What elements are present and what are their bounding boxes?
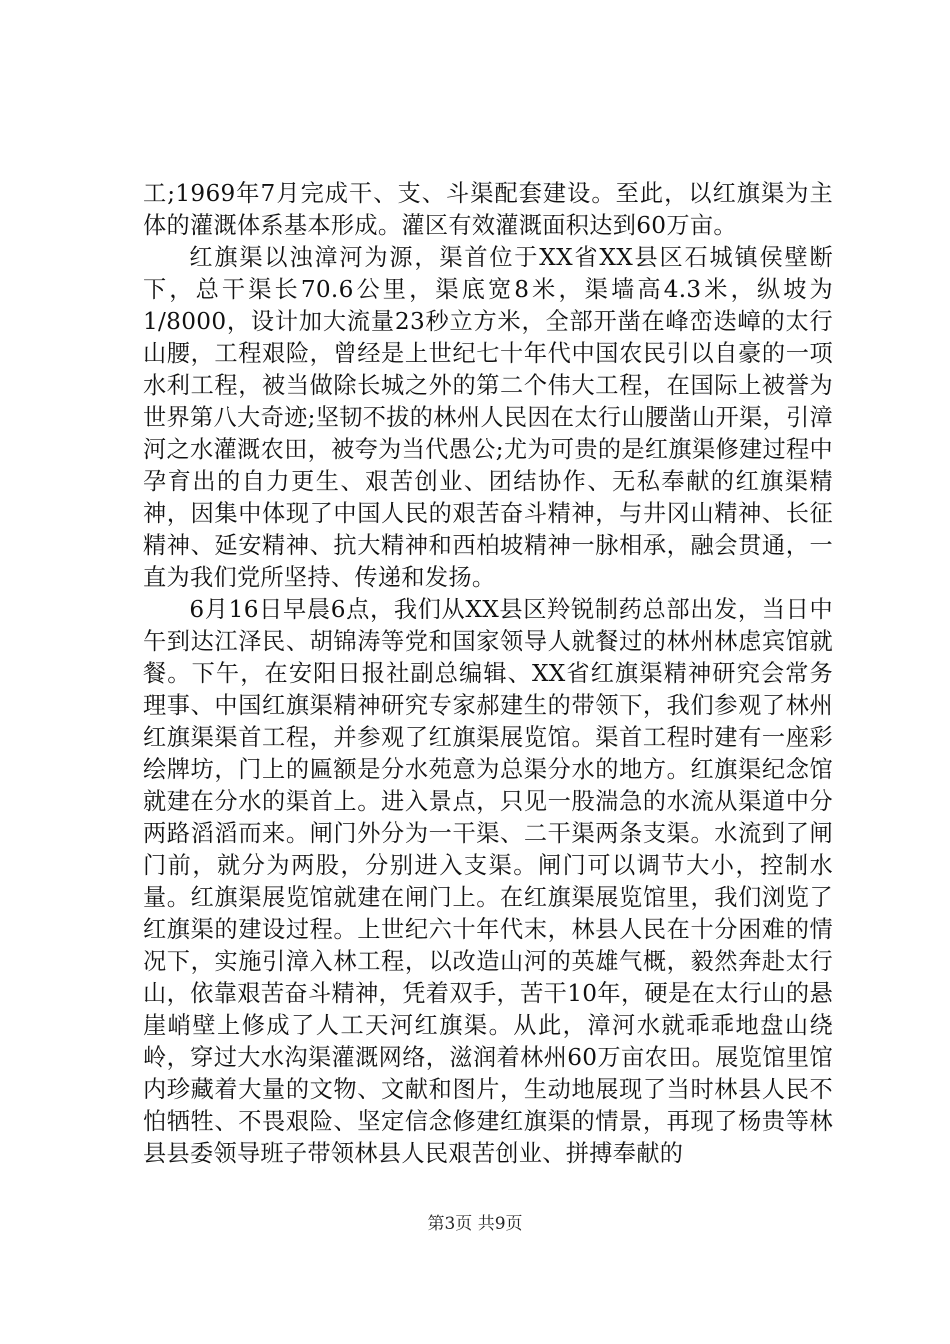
paragraph-2: 红旗渠以浊漳河为源，渠首位于XX省XX县区石城镇侯壁断下，总干渠长70.6公里，渠底宽8米，渠墙高4.3米，纵坡为1/8000，设计加大流量23秒立方米，全部开凿在峰峦迭嶂的太行山腰，工程艰险，曾经是上世纪七十年代中国农民引以自豪的一项水利工程，被当做除长城之外的第二个伟大工程，在国际上被誉为世界第八大奇迹;坚韧不拔的林州人民因在太行山腰凿山开渠，引漳河之水灌溉农田，被夸为当代愚公;尤为可贵的是红旗渠修建过程中孕育出的自力更生、艰苦创业、团结协作、无私奉献的红旗渠精神，因集中体现了中国人民的艰苦奋斗精神，与井冈山精神、长征精神、延安精神、抗大精神和西柏坡精神一脉相承，融会贯通，一直为我们党所坚持、传递和发扬。 bbox=[143, 244, 833, 591]
paragraph-3: 6月16日早晨6点，我们从XX县区羚锐制药总部出发，当日中午到达江泽民、胡锦涛等党和国家领导人就餐过的林州林虑宾馆就餐。下午，在安阳日报社副总编辑、XX省红旗渠精神研究会常务理事、中国红旗渠精神研究专家郝建生的带领下，我们参观了林州红旗渠渠首工程，并参观了红旗渠展览馆。渠首工程时建有一座彩绘牌坊，门上的匾额是分水苑意为总渠分水的地方。红旗渠纪念馆就建在分水的渠首上。进入景点，只见一股湍急的水流从渠道中分两路滔滔而来。闸门外分为一干渠、二干渠两条支渠。水流到了闸门前，就分为两股，分别进入支渠。闸门可以调节大小，控制水量。红旗渠展览馆就建在闸门上。在红旗渠展览馆里，我们浏览了红旗渠的建设过程。上世纪六十年代末，林县人民在十分困难的情况下，实施引漳入林工程，以改造山河的英雄气概，毅然奔赴太行山，依靠艰苦奋斗精神，凭着双手，苦干10年，硬是在太行山的悬崖峭壁上修成了人工天河红旗渠。从此，漳河水就乖乖地盘山绕岭，穿过大水沟渠灌溉网络，滋润着林州60万亩农田。展览馆里馆内珍藏着大量的文物、文献和图片，生动地展现了当时林县人民不怕牺牲、不畏艰险、坚定信念修建红旗渠的情景，再现了杨贵等林县县委领导班子带领林县人民艰苦创业、拼搏奉献的 bbox=[143, 596, 833, 1167]
paragraph-1: 工;1969年7月完成干、支、斗渠配套建设。至此，以红旗渠为主体的灌溉体系基本形成。灌区有效灌溉面积达到60万亩。 bbox=[143, 180, 833, 239]
page-number-footer: 第3页 共9页 bbox=[427, 1214, 523, 1234]
document-body bbox=[143, 178, 833, 1170]
